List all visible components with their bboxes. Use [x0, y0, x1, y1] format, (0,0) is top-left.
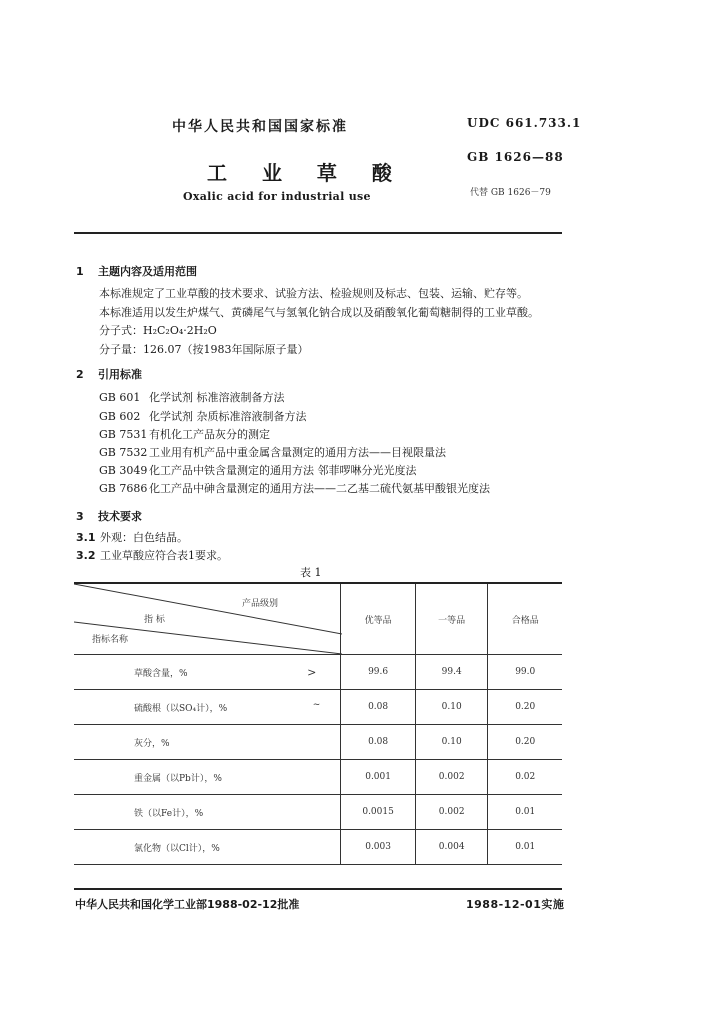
- reference-desc: 有机化工产品灰分的测定: [149, 428, 270, 441]
- indicator-text: 重金属（以Pb计），%: [134, 773, 222, 784]
- section-1-line: 本标准规定了工业草酸的技术要求、试验方法、检验规则及标志、包装、运输、贮存等。: [99, 287, 528, 300]
- section-title: 主题内容及适用范围: [98, 265, 197, 278]
- indicator-name: [74, 795, 341, 830]
- indicator-name: [74, 760, 341, 795]
- reference-desc: 化学试剂 标准溶液制备方法: [149, 391, 285, 404]
- section-title: 引用标准: [98, 368, 142, 381]
- replaces-note: 代替 GB 1626－79: [470, 188, 551, 198]
- table-header-row: [74, 584, 562, 655]
- indicator-text: 草酸含量，%: [134, 668, 188, 679]
- value-cell: 0.01: [488, 795, 562, 830]
- table-row: [74, 760, 562, 795]
- reference-desc: 化学试剂 杂质标准溶液制备方法: [149, 410, 307, 423]
- indicator-name: [74, 725, 341, 760]
- section-1-heading: [76, 263, 197, 279]
- value-cell: 0.20: [488, 690, 562, 725]
- udc-code: UDC 661.733.1: [467, 116, 582, 130]
- clause-3-1: [76, 529, 188, 545]
- value-cell: 0.20: [488, 725, 562, 760]
- reference-code: GB 3049: [99, 464, 148, 477]
- section-number: 2: [76, 368, 84, 381]
- spec-table: [74, 583, 562, 865]
- reference-desc: 化工产品中铁含量测定的通用方法 邻菲啰啉分光光度法: [149, 464, 417, 477]
- reference-item: [99, 408, 307, 424]
- clause-3-2: [76, 547, 228, 563]
- value-cell: 0.0015: [341, 795, 416, 830]
- limit-mark: >: [307, 666, 317, 679]
- clause-number: 3.2: [76, 549, 96, 562]
- document-title: 工 业 草 酸: [207, 161, 406, 185]
- footer-divider: [74, 888, 562, 890]
- implementation-date: 1988-12-01实施: [466, 898, 565, 911]
- section-3-heading: [76, 508, 142, 524]
- section-2-heading: [76, 366, 142, 382]
- indicator-name: [74, 830, 341, 865]
- reference-item: [99, 444, 446, 460]
- value-cell: 0.08: [341, 725, 416, 760]
- section-number: 3: [76, 510, 84, 523]
- indicator-text: 灰分，%: [134, 738, 170, 749]
- value-cell: 0.002: [415, 760, 488, 795]
- reference-code: GB 602: [99, 410, 141, 423]
- table-row: [74, 690, 562, 725]
- value-cell: 0.002: [415, 795, 488, 830]
- reference-desc: 化工产品中砷含量测定的通用方法——二乙基二硫代氨基甲酸银光度法: [149, 482, 490, 495]
- section-number: 1: [76, 265, 84, 278]
- reference-code: GB 7531: [99, 428, 148, 441]
- issuing-org: 中华人民共和国国家标准: [172, 119, 348, 135]
- table-caption: 表 1: [300, 566, 322, 579]
- grade-header: 一等品: [415, 584, 488, 655]
- approval-line: 中华人民共和国化学工业部1988-02-12批准: [75, 898, 300, 911]
- indicator-name: [74, 690, 341, 725]
- reference-desc: 工业用有机产品中重金属含量测定的通用方法——目视限量法: [149, 446, 446, 459]
- reference-item: [99, 480, 490, 496]
- value-cell: 0.08: [341, 690, 416, 725]
- indicator-text: 氯化物（以Cl计），%: [134, 843, 220, 854]
- reference-item: [99, 462, 417, 478]
- value-cell: 99.0: [488, 655, 562, 690]
- value-cell: 99.4: [415, 655, 488, 690]
- value-cell: 0.10: [415, 725, 488, 760]
- grade-label: 产品级别: [242, 599, 279, 609]
- value-cell: 99.6: [341, 655, 416, 690]
- section-1-line: 本标准适用以发生炉煤气、黄磷尾气与氢氧化钠合成以及硝酸氧化葡萄糖制得的工业草酸。: [99, 306, 539, 319]
- table-row: [74, 795, 562, 830]
- table-top-rule: [74, 582, 562, 584]
- indicator-text: 铁（以Fe计），%: [134, 808, 204, 819]
- clause-text: 外观：白色结晶。: [100, 531, 188, 544]
- value-cell: 0.003: [341, 830, 416, 865]
- value-cell: 0.001: [341, 760, 416, 795]
- grade-header: 优等品: [341, 584, 416, 655]
- molecular-weight: 分子量：126.07（按1983年国际原子量）: [99, 343, 309, 356]
- reference-code: GB 601: [99, 391, 141, 404]
- section-title: 技术要求: [98, 510, 142, 523]
- molecular-formula: 分子式：H₂C₂O₄·2H₂O: [99, 324, 217, 337]
- indicator-label: 指 标: [144, 615, 165, 625]
- clause-number: 3.1: [76, 531, 96, 544]
- clause-text: 工业草酸应符合表1要求。: [100, 549, 228, 562]
- value-cell: 0.10: [415, 690, 488, 725]
- reference-code: GB 7686: [99, 482, 148, 495]
- gb-code: GB 1626—88: [467, 150, 564, 164]
- table-row: [74, 655, 562, 690]
- table-row: [74, 725, 562, 760]
- header-divider: [74, 232, 562, 234]
- reference-item: [99, 426, 270, 442]
- english-title: Oxalic acid for industrial use: [183, 190, 371, 203]
- value-cell: 0.004: [415, 830, 488, 865]
- indicator-text: 硫酸根（以SO₄计），%: [134, 703, 228, 714]
- value-cell: 0.02: [488, 760, 562, 795]
- reference-code: GB 7532: [99, 446, 148, 459]
- reference-item: [99, 389, 285, 405]
- grade-header: 合格品: [488, 584, 562, 655]
- header-diagonal-cell: [74, 584, 341, 655]
- table-row: [74, 830, 562, 865]
- indicator-name: [74, 655, 341, 690]
- name-label: 指标名称: [92, 635, 129, 645]
- value-cell: 0.01: [488, 830, 562, 865]
- limit-mark: ~: [312, 700, 321, 710]
